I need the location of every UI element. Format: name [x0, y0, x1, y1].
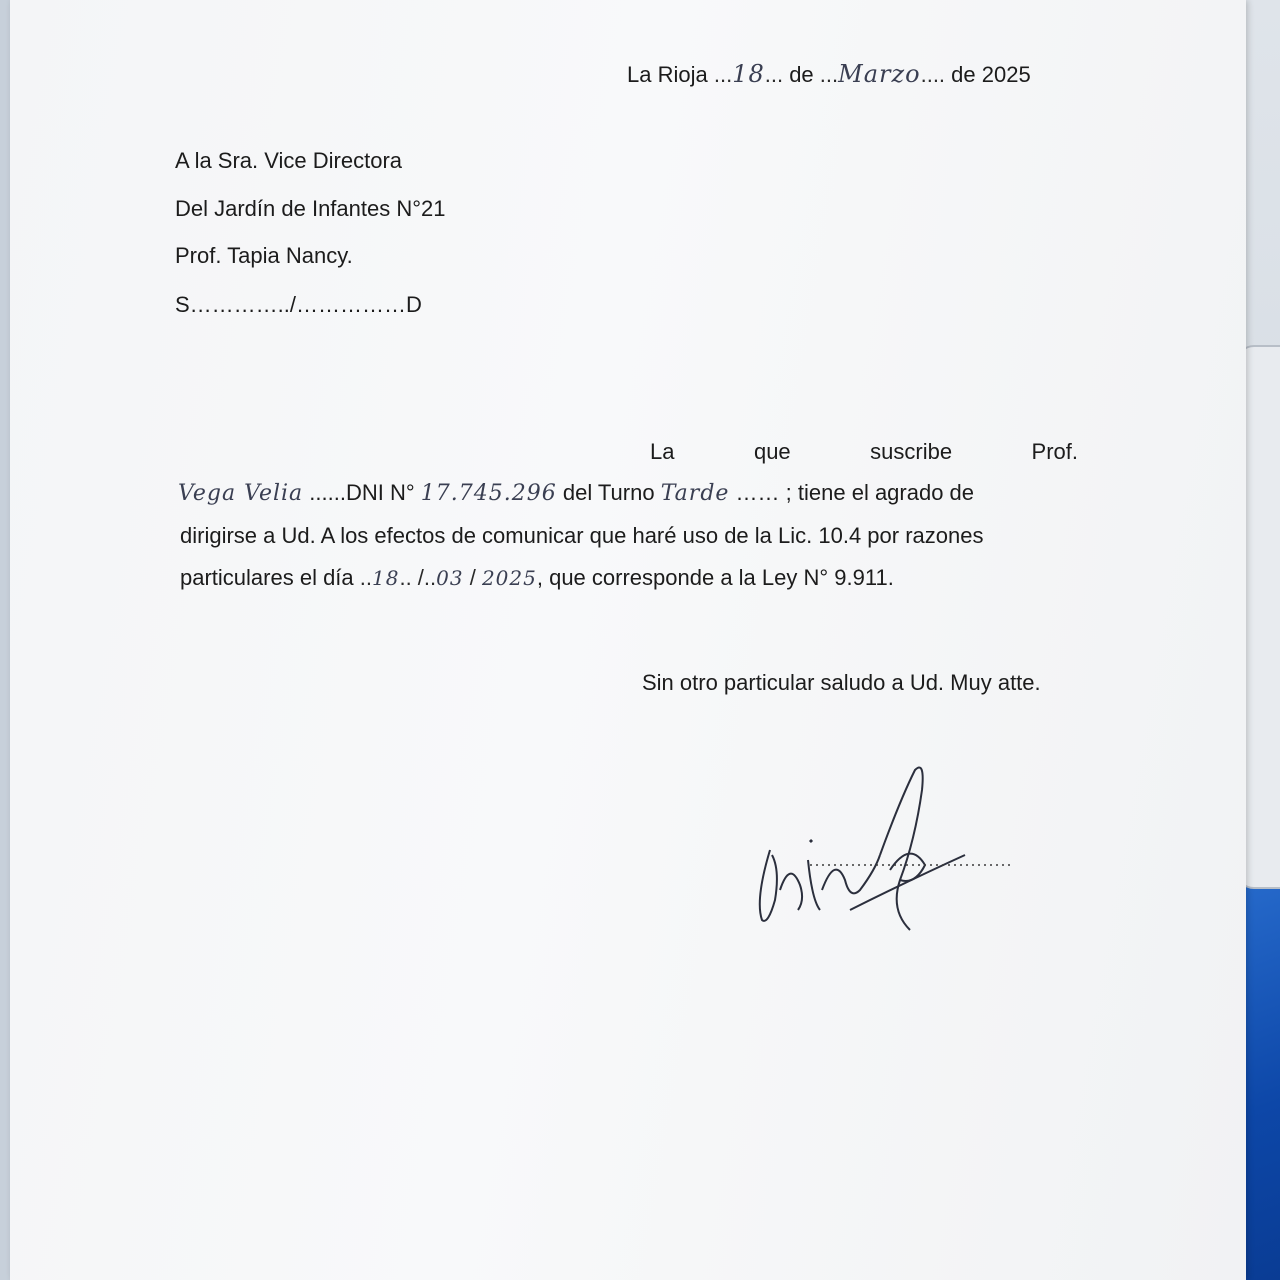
body-line-4: particulares el día ..18.. /..03 / 2025, que corresponde a la Ley N° 9.911. [180, 565, 894, 590]
de-1: de [789, 62, 814, 87]
turno-handwritten: Tarde [660, 481, 730, 506]
signature [750, 760, 1020, 940]
day-handwritten: 18 [732, 60, 765, 88]
word-prof: Prof. [1031, 439, 1078, 464]
addressee-line-1: A la Sra. Vice Directora [175, 148, 403, 173]
dni-handwritten: 17.745.296 [420, 481, 557, 506]
name-handwritten: Vega Velia [178, 481, 304, 506]
letter-page [10, 0, 1246, 1280]
line4-start: particulares el día [180, 565, 354, 590]
place: La Rioja [627, 62, 708, 87]
word-que: que [753, 439, 791, 464]
line4-end: , que corresponde a la Ley N° 9.911. [536, 565, 894, 590]
date-line: La Rioja ...18... de ...Marzo.... de 2025 [627, 60, 1031, 88]
date-month-handwritten: 03 [436, 566, 464, 590]
salutation-sd: S…………../……………D [175, 292, 422, 317]
date-year-handwritten: 2025 [481, 566, 537, 590]
turno-label: del Turno [562, 480, 655, 505]
date-day-handwritten: 18 [372, 566, 400, 590]
word-la: La [650, 439, 675, 464]
closing: Sin otro particular saludo a Ud. Muy atte. [642, 670, 1041, 695]
word-suscribe: suscribe [870, 439, 953, 464]
addressee-line-2: Del Jardín de Infantes N°21 [175, 196, 446, 221]
dni-label: ......DNI N° [309, 480, 415, 505]
body-line-1 [650, 439, 1078, 465]
line2-rest: …… ; tiene el agrado de [735, 480, 975, 505]
month-handwritten: Marzo [838, 60, 921, 88]
body-line-2 [178, 480, 974, 506]
de-2: de [951, 62, 976, 87]
year: 2025 [981, 62, 1031, 87]
body-line-3: dirigirse a Ud. A los efectos de comunicar que haré uso de la Lic. 10.4 por razones [180, 523, 984, 548]
addressee-line-3: Prof. Tapia Nancy. [175, 243, 353, 268]
